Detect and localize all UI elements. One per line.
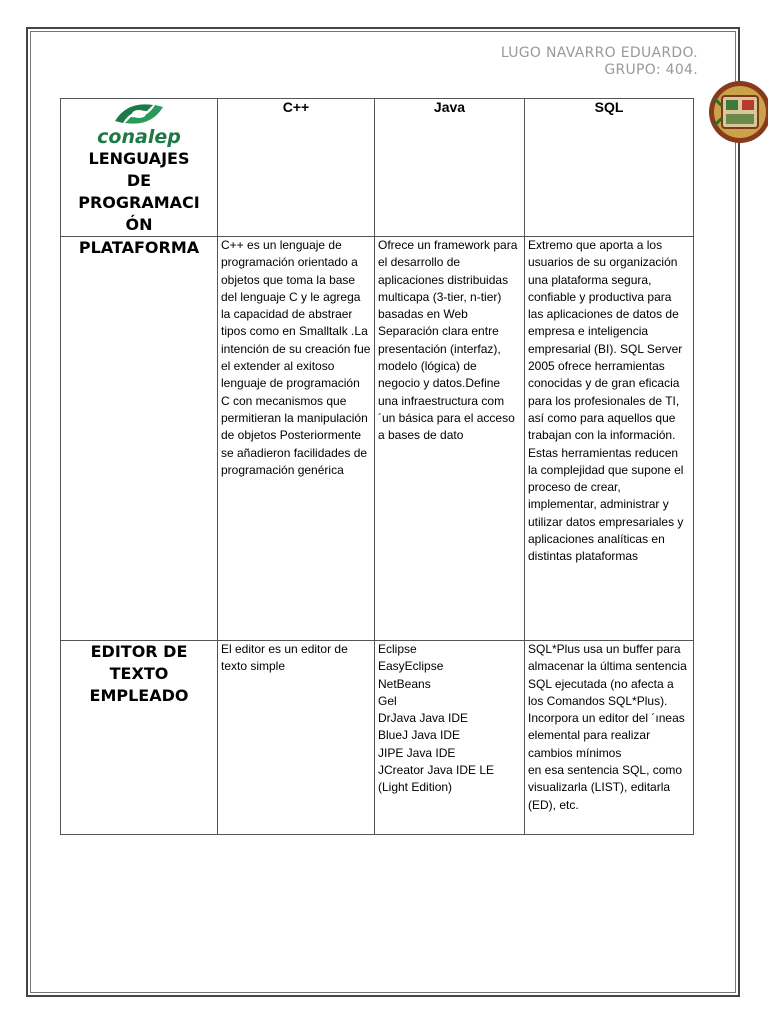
row-label-text: PLATAFORMA [78,238,200,257]
state-seal-image [700,78,768,146]
row-label-line: TEXTO [109,664,169,683]
corner-label [64,148,214,236]
author-name: LUGO NAVARRO EDUARDO. [500,45,698,61]
list-item: DrJava Java IDE [378,711,469,726]
author-block [501,45,698,79]
sql-editor-text: SQL*Plus usa un buffer para almacenar la última sentencia SQL ejecutada (no afecta a los Comandos SQL*Plus). Incorpora un editor del ´ıneas elemental para realizar cambios mínimos [528,642,687,760]
cell-editor-java [375,641,525,835]
corner-label-line: DE [126,171,152,190]
list-item: JIPE Java IDE [378,745,456,760]
sql-editor-text-tail: en esa sentencia SQL, como visualizarla (LIST), editarla (ED), etc. [528,763,683,812]
row-label-line: EMPLEADO [89,686,189,705]
column-header-sql: SQL [525,99,694,237]
corner-label-line: LENGUAJES [88,149,190,168]
list-item: JCreator Java IDE LE (Light Edition) [378,763,495,795]
row-label-plataforma [61,237,218,641]
list-item: EasyEclipse [378,659,444,674]
list-item: NetBeans [378,676,431,691]
group-label: GRUPO: 404. [604,62,698,78]
corner-cell [61,99,218,237]
cell-plataforma-java: Ofrece un framework para el desarrollo de aplicaciones distribuidas multicapa (3-tier, n-tier) basadas en Web Separación clara entre presentación (interfaz), modelo (lógica) de negocio y datos.Define una infraestructura com ´un básica para el acceso a bases de dato [375,237,525,641]
cell-editor-cpp: El editor es un editor de texto simple [218,641,375,835]
conalep-logo-text: conalep [97,126,181,148]
table-row-editor [61,641,694,835]
corner-label-line: PROGRAMACI [78,193,200,212]
list-item: Eclipse [378,642,417,656]
column-header-java: Java [375,99,525,237]
cell-plataforma-cpp: C++ es un lenguaje de programación orientado a objetos que toma la base del lenguaje C y le agrega la capacidad de abstraer tipos como en Smalltalk .La intención de su creación fue el extender al exitoso lenguaje de programación C con mecanismos que permitieran la manipulación de objetos Posteriormente se añadieron facilidades de programación genérica [218,237,375,641]
conalep-logo-icon [109,99,169,129]
languages-table [60,98,694,835]
cell-plataforma-sql: Extremo que aporta a los usuarios de su organización una plataforma segura, confiable y productiva para las aplicaciones de datos de empresa e inteligencia empresarial (BI). SQL Server 2005 ofrece herramientas conocidas y de gran eficacia para los profesionales de TI, así como para aquellos que trabajan con la información. Estas herramientas reducen la complejidad que supone el proceso de crear, implementar, administrar y utilizar datos empresariales y aplicaciones analíticas en distintas plataformas [525,237,694,641]
table-header-row [61,99,694,237]
corner-label-line: ÓN [125,215,153,234]
row-label-line: EDITOR DE [90,642,188,661]
row-label-text [64,641,214,707]
table-row-plataforma [61,237,694,641]
column-header-cpp: C++ [218,99,375,237]
cell-editor-sql [525,641,694,835]
list-item: Gel [378,693,397,708]
row-label-editor [61,641,218,835]
list-item: BlueJ Java IDE [378,728,461,743]
